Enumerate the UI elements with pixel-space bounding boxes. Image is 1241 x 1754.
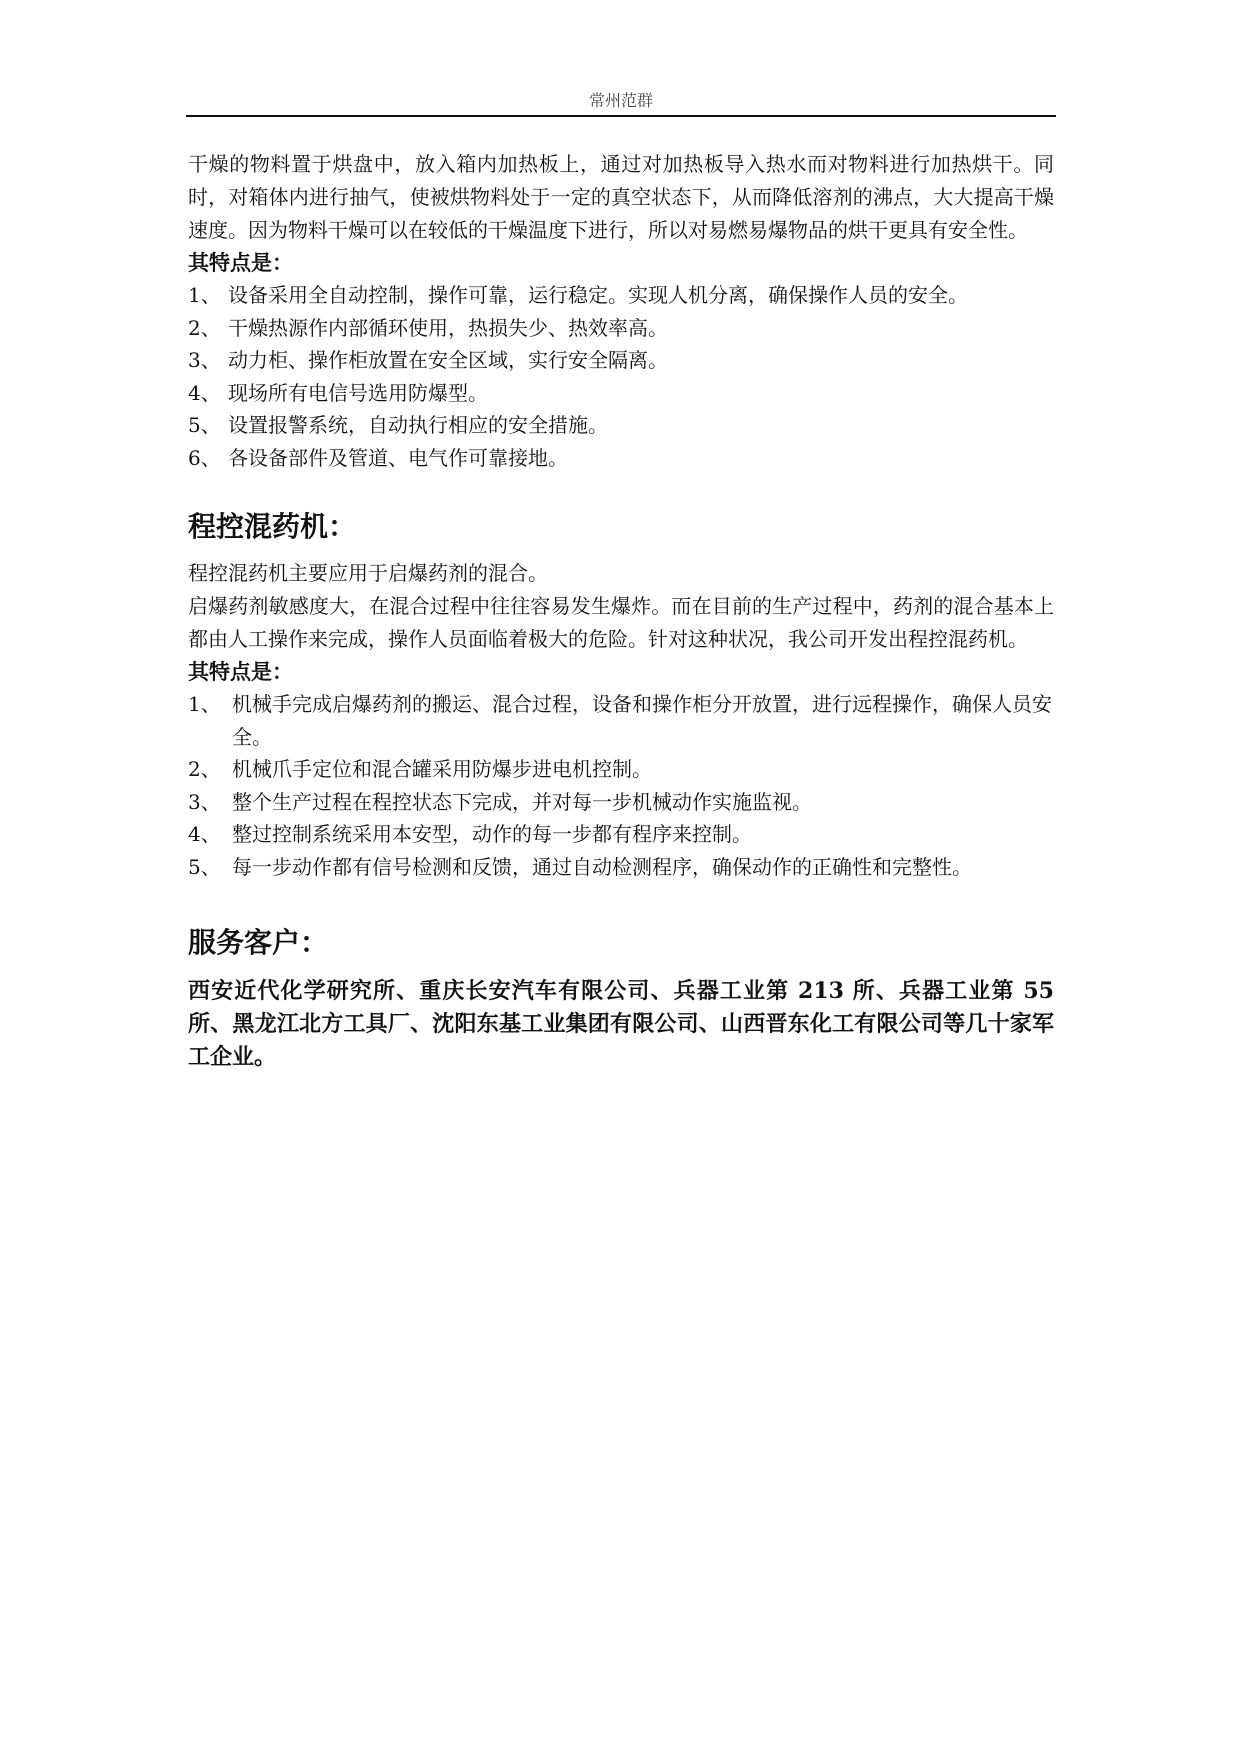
header-rule bbox=[186, 115, 1056, 117]
list-item-number: 6、 bbox=[188, 445, 221, 470]
list-item-text: 每一步动作都有信号检测和反馈，通过自动检测程序，确保动作的正确性和完整性。 bbox=[232, 854, 972, 879]
list-item-text: 干燥热源作内部循环使用，热损失少、热效率高。 bbox=[228, 315, 668, 340]
list-item bbox=[188, 851, 1054, 884]
clients-section-title: 服务客户： bbox=[188, 926, 329, 959]
mixer-section-title: 程控混药机： bbox=[188, 510, 357, 543]
mixer-features-heading: 其特点是： bbox=[188, 659, 293, 684]
list-item-number: 5、 bbox=[188, 854, 221, 879]
list-item-number: 2、 bbox=[188, 757, 221, 781]
list-item-text: 设备采用全自动控制，操作可靠，运行稳定。实现人机分离，确保操作人员的安全。 bbox=[228, 283, 968, 307]
list-item-number: 5、 bbox=[188, 413, 221, 437]
list-item bbox=[188, 818, 1054, 851]
intro-paragraph: 干燥的物料置于烘盘中，放入箱内加热板上，通过对加热板导入热水而对物料进行加热烘干。同时，对箱体内进行抽气，使被烘物料处于一定的真空状态下，从而降低溶剂的沸点，大大提高干燥速度。因为物料干燥可以在较低的干燥温度下进行，所以对易燃易爆物品的烘干更具有安全性。 bbox=[188, 152, 1054, 242]
list-item-text: 各设备部件及管道、电气作可靠接地。 bbox=[228, 445, 568, 470]
list-item bbox=[188, 753, 1054, 786]
list-item-text: 动力柜、操作柜放置在安全区域，实行安全隔离。 bbox=[228, 348, 668, 372]
list-item-number: 2、 bbox=[188, 315, 221, 340]
clients-text: 西安近代化学研究所、重庆长安汽车有限公司、兵器工业第 213 所、兵器工业第 55 所、黑龙江北方工具厂、沈阳东基工业集团有限公司、山西晋东化工有限公司等几十家军工企业。 bbox=[188, 978, 1054, 1070]
list-item bbox=[188, 688, 1054, 753]
list-item-number: 3、 bbox=[188, 789, 221, 814]
list-item-text: 设置报警系统，自动执行相应的安全措施。 bbox=[228, 413, 608, 437]
intro-features-heading: 其特点是： bbox=[188, 250, 293, 275]
list-item-text: 机械手完成启爆药剂的搬运、混合过程，设备和操作柜分开放置，进行远程操作，确保人员安全。 bbox=[232, 692, 1052, 749]
document-body bbox=[188, 148, 1054, 1074]
list-item-text: 机械爪手定位和混合罐采用防爆步进电机控制。 bbox=[232, 757, 652, 781]
list-item-number: 3、 bbox=[188, 348, 221, 372]
mixer-paragraph-2: 启爆药剂敏感度大，在混合过程中往往容易发生爆炸。而在目前的生产过程中，药剂的混合基本上都由人工操作来完成，操作人员面临着极大的危险。针对这种状况，我公司开发出程控混药机。 bbox=[188, 594, 1054, 651]
list-item-text: 现场所有电信号选用防爆型。 bbox=[228, 380, 488, 405]
list-item-text: 整个生产过程在程控状态下完成，并对每一步机械动作实施监视。 bbox=[232, 789, 812, 814]
list-item-number: 1、 bbox=[188, 692, 221, 716]
mixer-feature-list bbox=[188, 688, 1054, 883]
list-item bbox=[188, 279, 1054, 312]
list-item bbox=[188, 344, 1054, 377]
page-header: 常州范群 bbox=[588, 91, 653, 110]
list-item bbox=[188, 786, 1054, 819]
list-item-number: 4、 bbox=[188, 822, 221, 846]
list-item-text: 整过控制系统采用本安型，动作的每一步都有程序来控制。 bbox=[232, 822, 752, 846]
list-item-number: 4、 bbox=[188, 380, 221, 405]
list-item bbox=[188, 442, 1054, 475]
list-item-number: 1、 bbox=[188, 283, 221, 307]
intro-feature-list bbox=[188, 279, 1054, 474]
mixer-paragraph-1: 程控混药机主要应用于启爆药剂的混合。 bbox=[188, 561, 548, 585]
list-item bbox=[188, 312, 1054, 345]
list-item bbox=[188, 377, 1054, 410]
list-item bbox=[188, 409, 1054, 442]
